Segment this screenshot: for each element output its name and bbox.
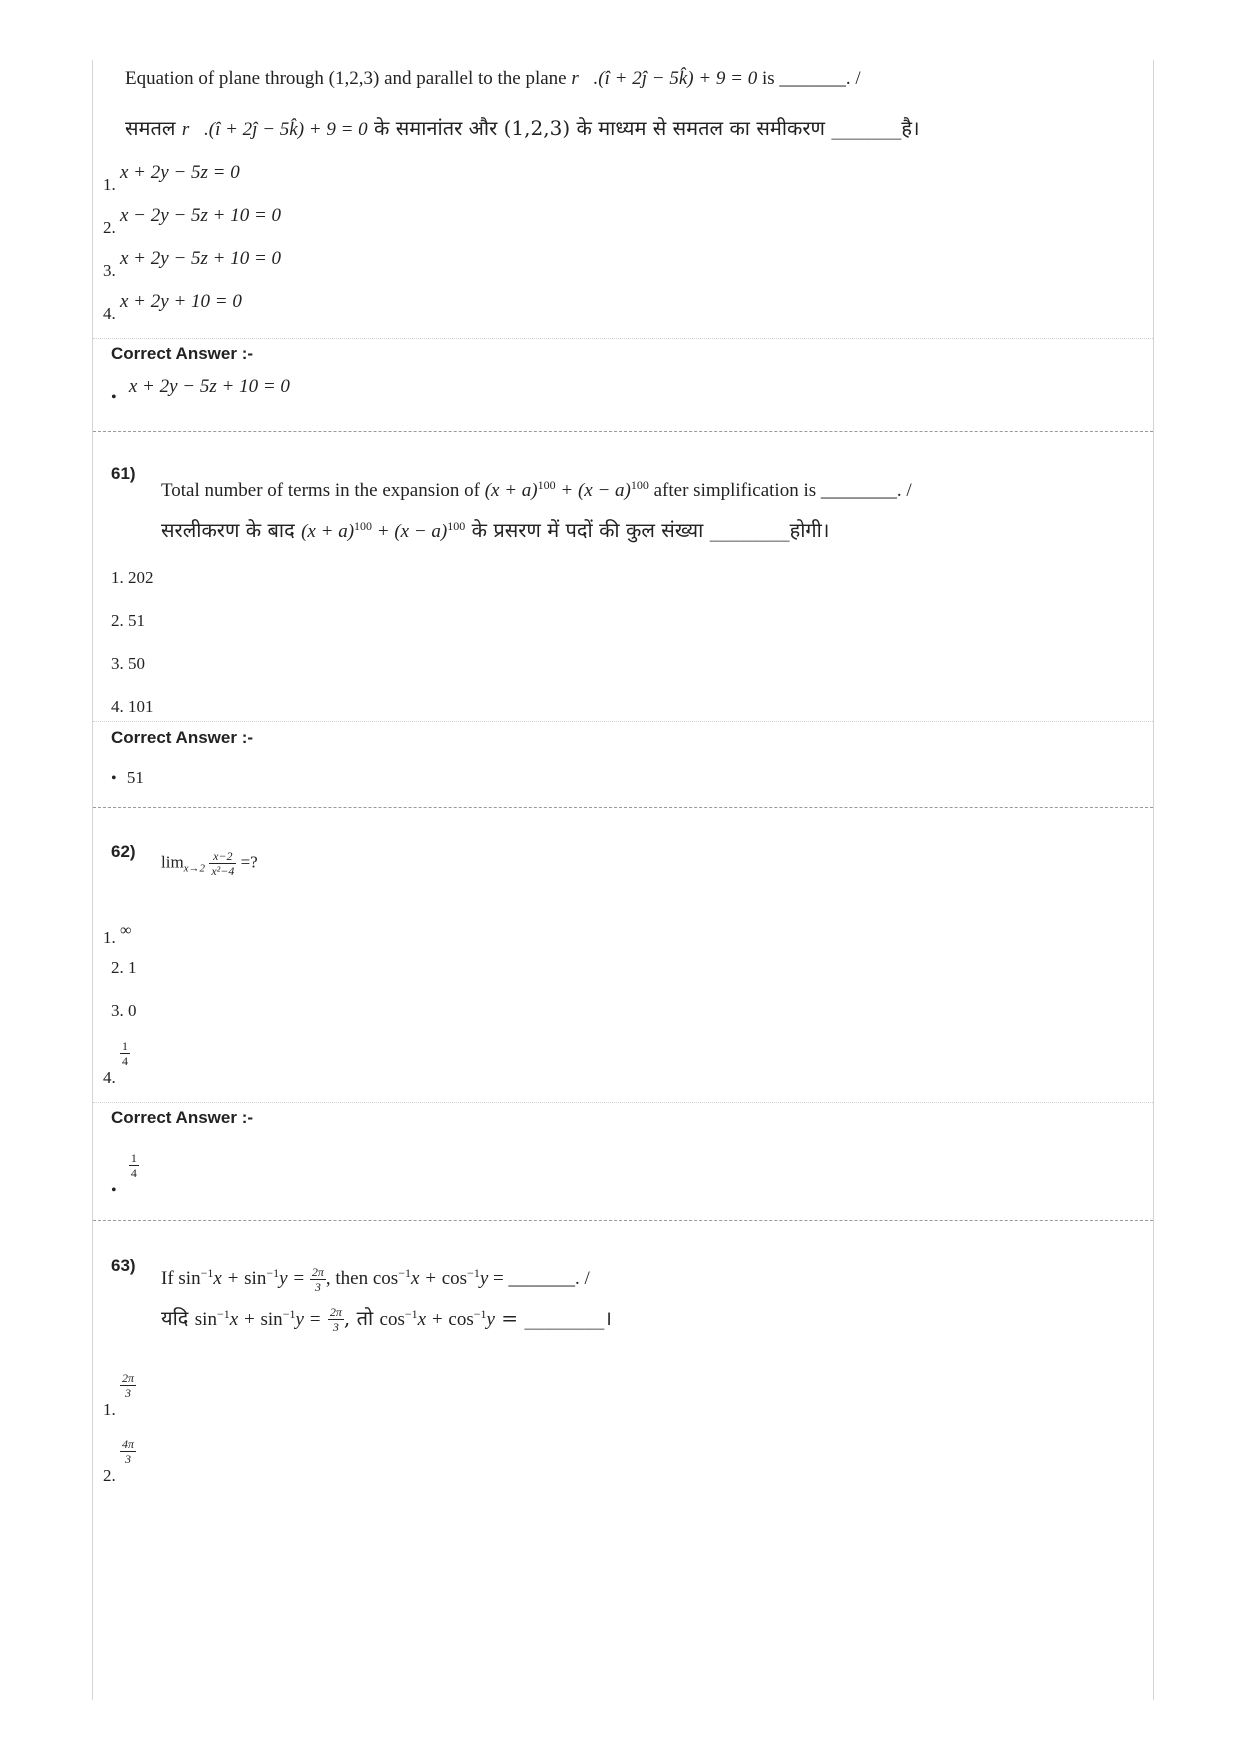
- divider: [93, 1102, 1153, 1103]
- q61-correct-answer: • 51: [111, 768, 144, 787]
- q61-number: 61): [111, 464, 136, 483]
- document-page: [92, 60, 1154, 1700]
- q63-text-en: If $\sin^{-1}x + \sin^{-1}y$ = $\frac{2\pi}{3}$ , then $\cos^{-1}x + \cos^{-1}y$ = _______. /: [161, 1265, 590, 1294]
- q60-option-1[interactable]: 1. x + 2y − 5z = 0: [103, 162, 240, 194]
- q63-option-2[interactable]: 2. $\frac{4\pi}{3}$: [103, 1437, 135, 1486]
- q60-option-4[interactable]: 4. x + 2y + 10 = 0: [103, 291, 242, 323]
- q63-number: 63): [111, 1256, 136, 1275]
- q60-correct-answer-label: Correct Answer :-: [111, 344, 254, 363]
- q60-text-hi: समतल r⃗.(î + 2ĵ − 5k̂) + 9 = 0 के समानांतर और (1,2,3) के माध्यम से समतल का समीकरण _______है।: [125, 116, 920, 140]
- q62-option-4[interactable]: 4. $\frac{1}{4}$: [103, 1039, 128, 1088]
- q60-option-2[interactable]: 2. x − 2y − 5z + 10 = 0: [103, 205, 282, 237]
- q61-correct-answer-label: Correct Answer :-: [111, 728, 254, 747]
- question-separator: [93, 431, 1153, 432]
- q62-question: $\lim_{x\to 2}$ $\frac{x-2}{\text{x²−4}}$ =?: [161, 849, 258, 878]
- q60-option-3[interactable]: 3. x + 2y − 5z + 10 = 0: [103, 248, 282, 280]
- q62-option-2[interactable]: 2. 1: [111, 958, 137, 977]
- q61-option-4[interactable]: 4. 101: [111, 697, 154, 716]
- question-separator: [93, 807, 1153, 808]
- q62-number: 62): [111, 842, 136, 861]
- q60-correct-answer: • x + 2y − 5z + 10 = 0: [111, 376, 290, 406]
- q62-correct-answer-label: Correct Answer :-: [111, 1108, 254, 1127]
- q61-text-hi: सरलीकरण के बाद $(x + a)^{100} + (x - a)^{100}$ के प्रसरण में पदों की कुल संख्या ________होगी।: [161, 518, 830, 542]
- q62-option-3[interactable]: 3. 0: [111, 1001, 137, 1020]
- q61-option-2[interactable]: 2. 51: [111, 611, 145, 630]
- q63-option-1[interactable]: 1. $\frac{2\pi}{3}$: [103, 1371, 135, 1420]
- q61-option-3[interactable]: 3. 50: [111, 654, 145, 673]
- q62-fraction: $\frac{x-2}{\text{x²−4}}$: [211, 849, 235, 878]
- q60-text-en: Equation of plane through (1,2,3) and parallel to the plane r⃗.(î + 2ĵ − 5k̂) + 9 = 0 is _______. /: [125, 68, 861, 89]
- q60-plane-equation: r⃗.(î + 2ĵ − 5k̂) + 9 = 0: [571, 68, 758, 89]
- q63-text-hi: यदि $\sin^{-1}x + \sin^{-1}y$ = $\frac{2\pi}{3}$ , तो $\cos^{-1}x + \cos^{-1}y$ = ________।: [161, 1305, 612, 1334]
- q61-text-en: Total number of terms in the expansion of $(x + a)^{100} + (x - a)^{100}$ after simplification is ________. /: [161, 478, 912, 501]
- q61-option-1[interactable]: 1. 202: [111, 568, 154, 587]
- divider: [93, 338, 1153, 339]
- divider: [93, 721, 1153, 722]
- q62-correct-answer: • $\frac{1}{4}$: [111, 1151, 137, 1200]
- q62-option-1[interactable]: 1. ∞: [103, 922, 132, 947]
- q60-plane-equation-hi: r⃗.(î + 2ĵ − 5k̂) + 9 = 0: [181, 119, 368, 140]
- question-separator: [93, 1220, 1153, 1221]
